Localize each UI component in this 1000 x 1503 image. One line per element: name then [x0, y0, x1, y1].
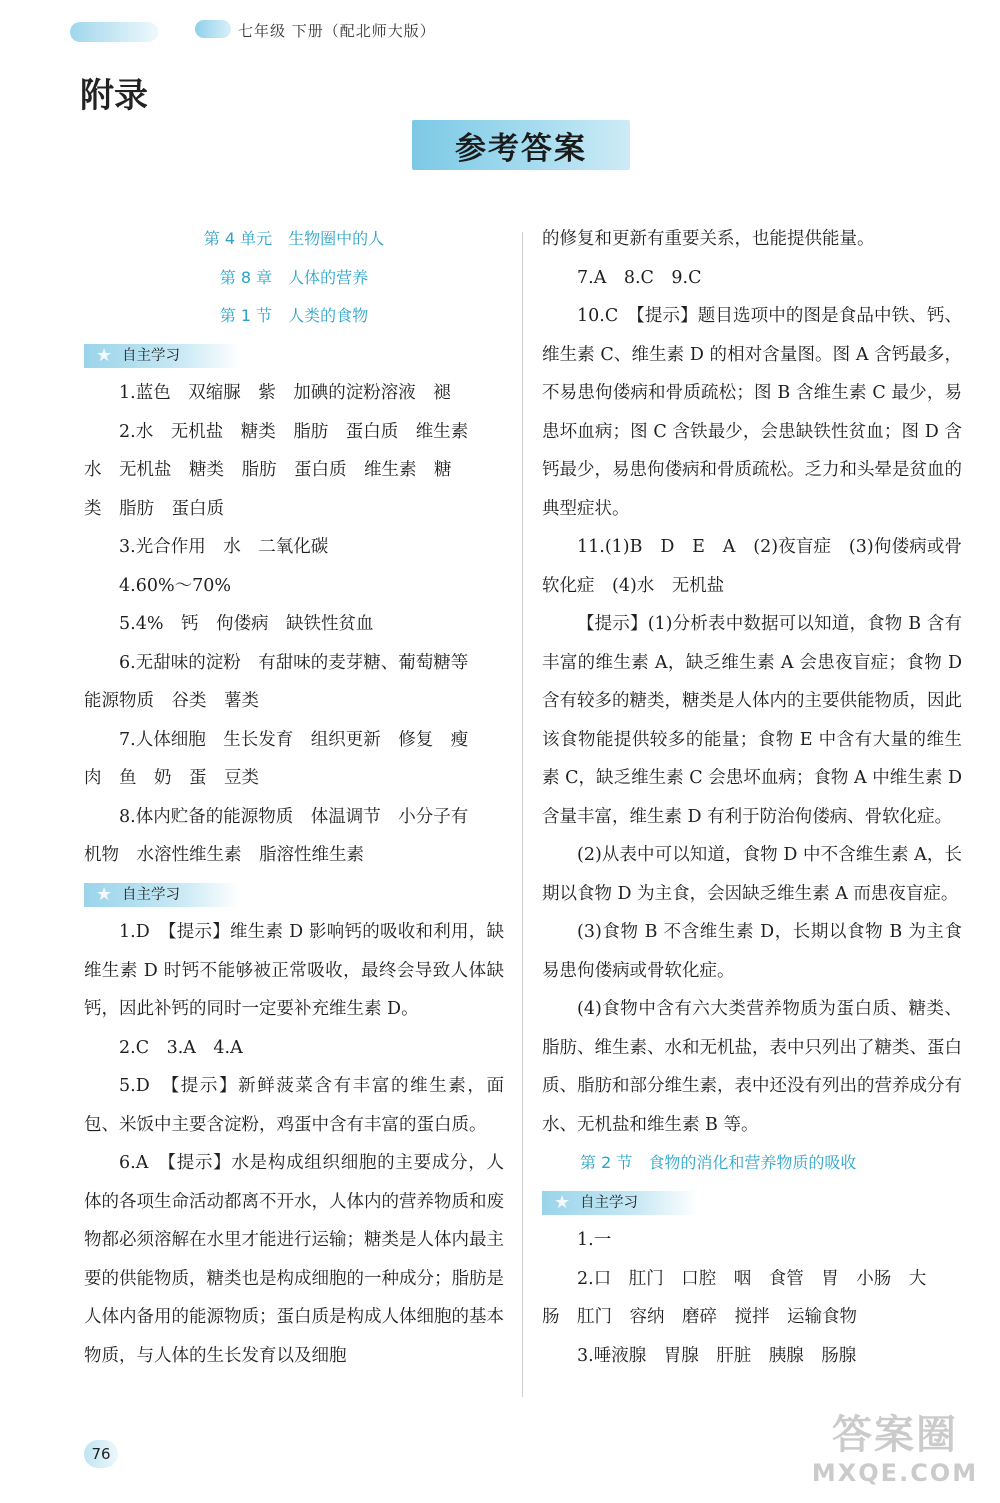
answer-paragraph: (4)食物中含有六大类营养物质为蛋白质、糖类、脂肪、维生素、水和无机盐，表中只列出了糖类、蛋白质、脂肪和部分维生素，表中还没有列出的营养成分有水、无机盐和维生素 B 等。: [542, 999, 962, 1135]
answer-paragraph: 类 脂肪 蛋白质: [84, 498, 224, 519]
right-block1: [542, 220, 962, 1144]
answer-paragraph: 11.(1)B D E A (2)夜盲症 (3)佝偻病或骨软化症 (4)水 无机盐: [542, 537, 962, 596]
study-header-2: [84, 875, 504, 914]
answer-paragraph: 【提示】(1)分析表中数据可以知道，食物 B 含有丰富的维生素 A，缺乏维生素 A 会患夜盲症；食物 D 含有较多的糖类，糖类是人体内的主要供能物质，因此该食物能提供较多的能量；食物 E 中含有大量的维生素 C，缺乏维生素 C 会患坏血病；食物 A 中维生素 D 含量丰富，维生素 D 有利于防治佝偻病、骨软化症。: [542, 614, 962, 827]
answer-paragraph: 肠 肛门 容纳 磨碎 搅拌 运输食物: [542, 1307, 857, 1327]
answer-banner: [412, 120, 630, 170]
section1-title: 第 1 节 人类的食物: [219, 306, 369, 325]
answer-paragraph: 水 无机盐 糖类 脂肪 蛋白质 维生素 糖: [84, 460, 452, 480]
watermark-logo: 答案圈 MXQE.COM: [811, 1412, 979, 1487]
answer-paragraph: 2.C 3.A 4.A: [119, 1037, 243, 1058]
appendix-title: 附录: [80, 76, 148, 116]
study-tag: ★ 自主学习: [84, 883, 240, 907]
star-icon: ★: [96, 883, 113, 905]
header-decoration: [70, 22, 158, 42]
answer-paragraph: 3.唾液腺 胃腺 肝脏 胰腺 肠腺: [577, 1345, 857, 1366]
study-header-1: [84, 336, 504, 375]
banner-title: 参考答案: [455, 130, 587, 167]
answer-paragraph: 7.A 8.C 9.C: [577, 267, 702, 288]
answer-paragraph: 的修复和更新有重要关系，也能提供能量。: [542, 229, 875, 249]
answer-paragraph: 5.D 【提示】新鲜菠菜含有丰富的维生素，面包、米饭中主要含淀粉，鸡蛋中含有丰富的蛋白质。: [84, 1076, 504, 1135]
answer-paragraph: 2.水 无机盐 糖类 脂肪 蛋白质 维生素: [119, 421, 469, 442]
answer-paragraph: (2)从表中可以知道，食物 D 中不含维生素 A，长期以食物 D 为主食，会因缺乏维生素 A 而患夜盲症。: [542, 845, 962, 904]
answer-paragraph: 1.一: [577, 1230, 612, 1250]
header-decoration-pill: [195, 20, 231, 38]
study-tag: ★ 自主学习: [542, 1191, 698, 1215]
star-icon: ★: [554, 1191, 571, 1213]
answer-paragraph: 6.A 【提示】水是构成组织细胞的主要成分，人体的各项生命活动都离不开水，人体内的营养物质和废物都必须溶解在水里才能进行运输；糖类是人体内最主要的供能物质，糖类也是构成细胞的一种成分；脂肪是人体内备用的能源物质；蛋白质是构成人体细胞的基本物质，与人体的生长发育以及细胞: [84, 1153, 504, 1366]
answer-paragraph: 能源物质 谷类 薯类: [84, 691, 259, 711]
answer-paragraph: 3.光合作用 水 二氧化碳: [119, 537, 329, 557]
answer-paragraph: 肉 鱼 奶 蛋 豆类: [84, 768, 259, 788]
answer-paragraph: (3)食物 B 不含维生素 D，长期以食物 B 为主食易患佝偻病或骨软化症。: [542, 922, 962, 981]
answer-paragraph: 5.4% 钙 佝偻病 缺铁性贫血: [119, 614, 374, 634]
study-header-3: [542, 1183, 962, 1222]
answer-paragraph: 8.体内贮备的能源物质 体温调节 小分子有: [119, 806, 469, 827]
header-grade: 七年级 下册（配北师大版）: [238, 22, 436, 40]
section2-title: 第 2 节 食物的消化和营养物质的吸收: [580, 1153, 857, 1172]
answer-paragraph: 6.无甜味的淀粉 有甜味的麦芽糖、葡萄糖等: [119, 652, 469, 673]
answer-paragraph: 1.蓝色 双缩脲 紫 加碘的淀粉溶液 褪: [119, 383, 451, 403]
answer-paragraph: 7.人体细胞 生长发育 组织更新 修复 瘦: [119, 729, 469, 750]
answer-paragraph: 机物 水溶性维生素 脂溶性维生素: [84, 845, 364, 865]
right-block2: [542, 1221, 962, 1375]
page-number: 76: [84, 1440, 118, 1468]
column-divider: [522, 232, 523, 1397]
left-column: [84, 220, 504, 1375]
answer-paragraph: 1.D 【提示】维生素 D 影响钙的吸收和利用，缺维生素 D 时钙不能够被正常吸收，最终会导致人体缺钙，因此补钙的同时一定要补充维生素 D。: [84, 922, 504, 1019]
study-tag: ★ 自主学习: [84, 344, 240, 368]
chapter-title: 第 8 章 人体的营养: [219, 267, 369, 287]
right-column: [542, 220, 962, 1375]
answer-paragraph: 2.口 肛门 口腔 咽 食管 胃 小肠 大: [577, 1268, 927, 1289]
unit-title: 第 4 单元 生物圈中的人: [203, 229, 385, 248]
star-icon: ★: [96, 344, 113, 366]
left-block2: [84, 913, 504, 1375]
left-block1: [84, 374, 504, 875]
answer-paragraph: 10.C 【提示】题目选项中的图是食品中铁、钙、维生素 C、维生素 D 的相对含量图。图 A 含钙最多，不易患佝偻病和骨质疏松；图 B 含维生素 C 最少，易患坏血病；图 C 含铁最少，会患缺铁性贫血；图 D 含钙最少，易患佝偻病和骨质疏松。乏力和头晕是贫血的典型症状。: [542, 306, 962, 519]
answer-paragraph: 4.60%～70%: [119, 575, 231, 596]
